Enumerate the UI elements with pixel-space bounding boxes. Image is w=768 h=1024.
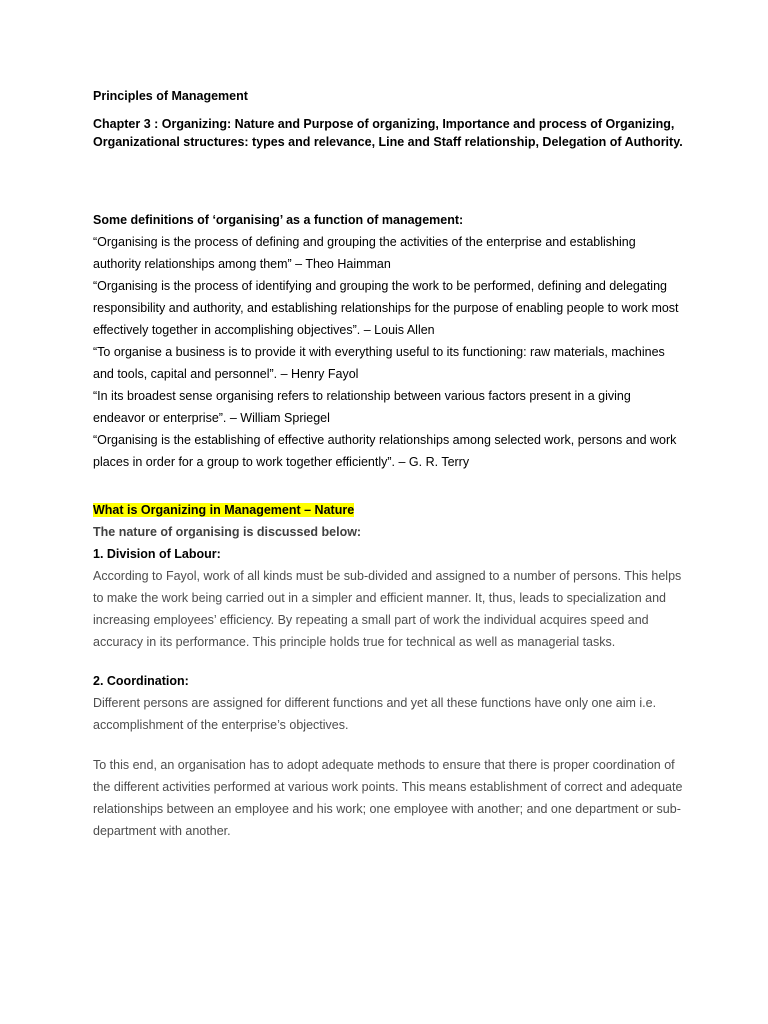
definitions-heading: Some definitions of ‘organising’ as a function of management: [93, 213, 464, 227]
coordination-heading: 2. Coordination: [93, 674, 189, 688]
definition-item: “Organising is the process of identifying and grouping the work to be performed, defining and delegating responsibility and authority, and establishing relationships for the purpose of enabling people to work most effectively together in accomplishing objectives”. – Louis Allen [93, 279, 679, 337]
coordination-text-1: Different persons are assigned for different functions and yet all these functions have only one aim i.e. accomplishment of the enterprise’s objectives. [93, 696, 657, 732]
definition-item: “In its broadest sense organising refers to relationship between various factors present in a giving endeavor or enterprise”. – William Spriegel [93, 389, 631, 425]
paragraph-spacer [93, 653, 683, 670]
definition-item: “To organise a business is to provide it with everything useful to its functioning: raw materials, machines and tools, capital and personnel”. – Henry Fayol [93, 345, 665, 381]
division-of-labour-heading: 1. Division of Labour: [93, 547, 221, 561]
definitions-section [93, 209, 683, 473]
nature-highlighted-heading: What is Organizing in Management – Nature [93, 503, 355, 517]
paragraph-spacer [93, 736, 683, 754]
coordination-text-2: To this end, an organisation has to adopt adequate methods to ensure that there is proper coordination of the different activities performed at various work points. This means establishment of correct and adequate relationships between an employee and his work; one employee with another; and one department or sub-department with another. [93, 758, 683, 838]
definition-item: “Organising is the process of defining and grouping the activities of the enterprise and establishing authority relationships among them” – Theo Haimman [93, 235, 636, 271]
nature-section [93, 499, 683, 842]
document-title: Principles of Management [93, 89, 248, 103]
chapter-heading: Chapter 3 : Organizing: Nature and Purpose of organizing, Importance and process of Organizing, Organizational structures: types and relevance, Line and Staff relationship, Delegation of Authority. [93, 117, 683, 149]
definition-item: “Organising is the establishing of effective authority relationships among selected work, persons and work places in order for a group to work together efficiently”. – G. R. Terry [93, 433, 677, 469]
division-of-labour-text: According to Fayol, work of all kinds must be sub-divided and assigned to a number of persons. This helps to make the work being carried out in a simpler and efficient manner. It, thus, leads to specialization and increasing employees’ efficiency. By repeating a small part of work the individual acquires speed and accuracy in its performance. This principle holds true for technical as well as managerial tasks. [93, 569, 682, 649]
nature-intro: The nature of organising is discussed below: [93, 525, 362, 539]
nature-heading-line [93, 499, 683, 521]
